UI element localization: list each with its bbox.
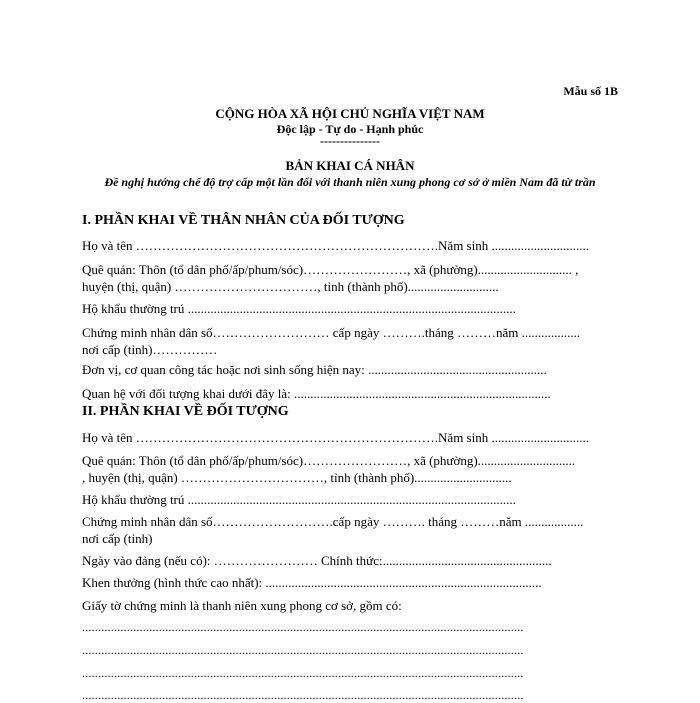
s1-hometown-line: Quê quán: Thôn (tổ dân phố/ấp/phum/sóc)……………………, xã (phường)............................. , <box>82 262 579 277</box>
s2-id-line: Chứng minh nhân dân số……………………….cấp ngày ………. tháng ………năm .................. <box>82 514 584 529</box>
s2-residence-line: Hộ khẩu thường trú ..................................................................................................... <box>82 492 516 507</box>
s1-district-line: huyện (thị, quận) ……………………………, tỉnh (thành phố)............................ <box>82 279 499 294</box>
s1-name-line: Họ và tên …………………………………………………………….Năm sinh .............................. <box>82 238 589 253</box>
s2-fill-line: .......................................................................................................................................... <box>82 688 524 702</box>
header-rule: --------------- <box>320 134 380 148</box>
s1-workplace-line: Đơn vị, cơ quan công tác hoặc nơi sinh sống hiện nay: ....................................................... <box>82 362 547 377</box>
s2-party-line: Ngày vào đảng (nếu có): …………………… Chính thức:.................................................... <box>82 553 552 568</box>
s2-fill-line: .......................................................................................................................................... <box>82 643 524 657</box>
s2-award-line: Khen thưởng (hình thức cao nhất): ..................................................................................... <box>82 575 542 590</box>
form-number: Mẫu số 1B <box>563 84 618 98</box>
s2-district-line: , huyện (thị, quận) ……………………………, tỉnh (thành phố).............................. <box>82 470 512 485</box>
s2-issue-place-line: nơi cấp (tỉnh) <box>82 531 153 546</box>
s2-name-line: Họ và tên …………………………………………………………….Năm sinh .............................. <box>82 430 589 445</box>
document-title: BẢN KHAI CÁ NHÂN <box>285 158 415 173</box>
s1-relation-line: Quan hệ với đối tượng khai dưới đây là: ............................................................................... <box>82 386 551 401</box>
national-motto: Độc lập - Tự do - Hạnh phúc <box>276 122 424 136</box>
section1-heading: I. PHẦN KHAI VỀ THÂN NHÂN CỦA ĐỐI TƯỢNG <box>82 213 405 228</box>
s1-issue-place-line: nơi cấp (tỉnh)…………… <box>82 342 218 357</box>
s2-documents-line: Giấy tờ chứng minh là thanh niên xung phong cơ sở, gồm có: <box>82 598 402 613</box>
s1-id-line: Chứng minh nhân dân số……………………… cấp ngày ……….tháng ………năm .................. <box>82 325 581 340</box>
s2-fill-line: .......................................................................................................................................... <box>82 620 524 634</box>
document-subtitle: Đề nghị hưởng chế độ trợ cấp một lần đối với thanh niên xung phong cơ sở ở miền Nam đã từ trần <box>104 175 596 189</box>
s2-hometown-line: Quê quán: Thôn (tổ dân phố/ấp/phum/sóc)……………………, xã (phường).............................. <box>82 453 576 468</box>
s2-fill-line: .......................................................................................................................................... <box>82 666 524 680</box>
national-title: CỘNG HÒA XÃ HỘI CHỦ NGHĨA VIỆT NAM <box>215 106 485 121</box>
section2-heading: II. PHẦN KHAI VỀ ĐỐI TƯỢNG <box>82 404 289 419</box>
s1-residence-line: Hộ khẩu thường trú ..................................................................................................... <box>82 301 516 316</box>
